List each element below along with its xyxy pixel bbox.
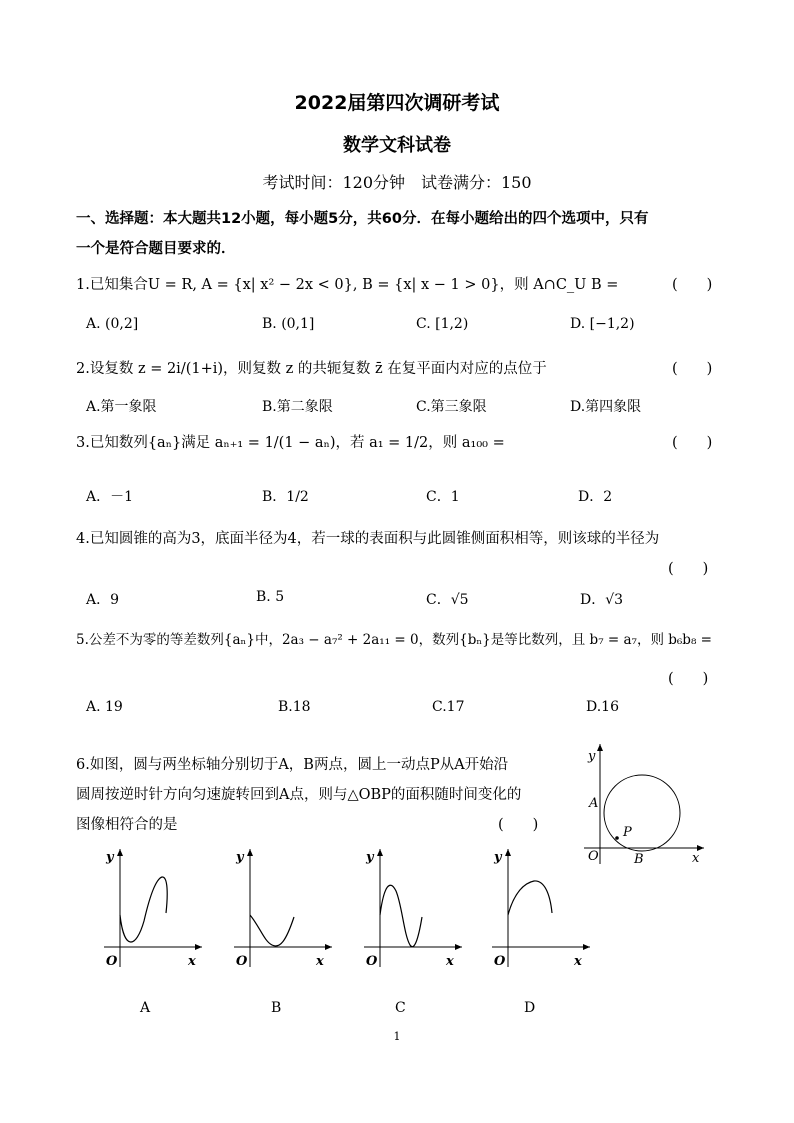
svg-text:y: y: [236, 850, 244, 865]
figure-circle: [604, 775, 680, 851]
figure-label-o: O: [588, 849, 599, 864]
figure-label-p: P: [623, 825, 632, 840]
svg-text:y: y: [366, 850, 374, 865]
question-5-stem: 5.公差不为零的等差数列{aₙ}中，2a₃ − a₇² + 2a₁₁ = 0，数列{bₙ}是等比数列，且 b₇ = a₇，则 b₆b₈ =: [76, 632, 712, 648]
circle-figure: [580, 738, 710, 868]
exam-info: 考试时间：120分钟 试卷满分：150: [262, 173, 532, 192]
graph-d-curve: [508, 881, 552, 915]
question-3-option-d: D．2: [578, 489, 613, 505]
graph-option-c: [356, 843, 468, 973]
question-6-line3: 图像相符合的是: [76, 817, 178, 833]
svg-text:O: O: [106, 954, 118, 969]
graph-c-curve: [380, 885, 422, 946]
graph-caption-a: A: [140, 1000, 151, 1016]
question-4-option-d: D．√3: [580, 592, 624, 608]
question-1-answer-paren: ( ): [672, 277, 713, 293]
page-number: 1: [393, 1030, 401, 1043]
question-2-stem: 2.设复数 z = 2i/(1+i)，则复数 z 的共轭复数 z̄ 在复平面内对应的点位于: [76, 361, 547, 377]
exam-title: 2022届第四次调研考试: [294, 92, 500, 114]
question-2-option-d: D.第四象限: [570, 399, 642, 415]
figure-label-a: A: [589, 796, 599, 811]
question-5-option-d: D.16: [586, 699, 619, 715]
section-heading-line2: 一个是符合题目要求的．: [76, 241, 236, 257]
question-4-option-b: B. 5: [256, 589, 285, 605]
section-heading-line1: 一、选择题：本大题共12小题，每小题5分，共60分．在每小题给出的四个选项中，只有: [76, 211, 649, 227]
question-1-stem: 1.已知集合U = R, A = {x| x² − 2x < 0}, B = {x| x − 1 > 0}，则 A∩C_U B =: [76, 277, 619, 293]
graph-caption-b: B: [271, 1000, 282, 1016]
question-1-option-b: B. (0,1]: [262, 316, 315, 332]
question-5-option-b: B.18: [278, 699, 311, 715]
svg-text:y: y: [494, 850, 502, 865]
svg-text:x: x: [188, 954, 196, 969]
question-6-answer-paren: ( ): [498, 817, 539, 833]
figure-label-x: x: [692, 851, 700, 866]
svg-text:O: O: [236, 954, 248, 969]
figure-label-b: B: [634, 852, 644, 867]
graph-option-a: [96, 843, 208, 973]
question-2-answer-paren: ( ): [672, 361, 713, 377]
question-3-option-c: C．1: [426, 489, 460, 505]
question-5-option-c: C.17: [432, 699, 465, 715]
svg-text:O: O: [494, 954, 506, 969]
question-2-option-c: C.第三象限: [416, 399, 487, 415]
graph-a-curve: [120, 877, 167, 942]
graph-caption-d: D: [524, 1000, 536, 1016]
figure-point-p: [615, 836, 619, 840]
svg-text:x: x: [574, 954, 582, 969]
question-6-line2: 圆周按逆时针方向匀速旋转回到A点，则与△OBP的面积随时间变化的: [76, 787, 522, 803]
graph-caption-c: C: [395, 1000, 406, 1016]
question-4-answer-paren: ( ): [668, 561, 709, 577]
graph-b-curve: [250, 915, 294, 946]
question-3-option-b: B．1/2: [262, 489, 309, 505]
question-1-option-d: D. [−1,2): [570, 316, 635, 332]
question-5-option-a: A. 19: [86, 699, 123, 715]
graph-option-d: [484, 843, 596, 973]
question-3-stem: 3.已知数列{aₙ}满足 aₙ₊₁ = 1/(1 − aₙ)，若 a₁ = 1/2，则 a₁₀₀ =: [76, 435, 505, 451]
svg-text:x: x: [316, 954, 324, 969]
exam-subtitle: 数学文科试卷: [343, 135, 451, 156]
question-5-answer-paren: ( ): [668, 671, 709, 687]
question-1-option-a: A. (0,2]: [86, 316, 139, 332]
svg-text:x: x: [446, 954, 454, 969]
svg-text:y: y: [106, 850, 114, 865]
question-1-option-c: C. [1,2): [416, 316, 469, 332]
graph-option-b: [226, 843, 338, 973]
question-2-option-a: A.第一象限: [86, 399, 157, 415]
question-4-option-c: C．√5: [426, 592, 469, 608]
figure-label-y: y: [588, 749, 596, 764]
question-4-option-a: A．9: [86, 592, 120, 608]
question-3-option-a: A．－1: [86, 489, 134, 505]
question-4-stem: 4.已知圆锥的高为3，底面半径为4，若一球的表面积与此圆锥侧面积相等，则该球的半径为: [76, 531, 660, 547]
question-6-line1: 6.如图，圆与两坐标轴分别切于A，B两点，圆上一动点P从A开始沿: [76, 757, 509, 773]
svg-text:O: O: [366, 954, 378, 969]
question-2-option-b: B.第二象限: [262, 399, 333, 415]
question-3-answer-paren: ( ): [672, 435, 713, 451]
